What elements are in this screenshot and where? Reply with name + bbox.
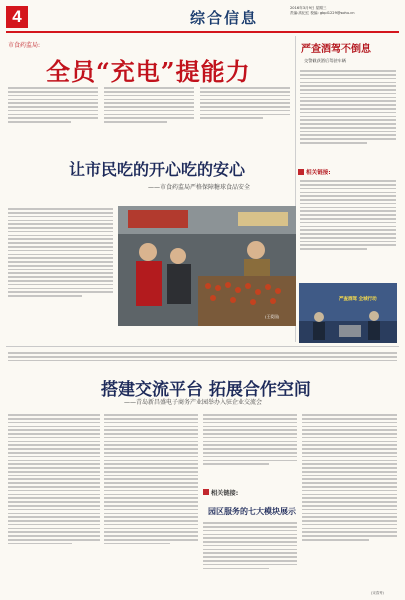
article3-subhead: ——青岛新昌盛电子商务产业园举办入驻企业交流会: [124, 399, 263, 406]
article3-col1: [8, 412, 100, 547]
inset-photo-graphic: [299, 283, 397, 343]
related-square-icon: [298, 169, 304, 175]
article3-box-body: [203, 520, 297, 571]
article3-related-label: 相关链接:: [211, 490, 239, 497]
photo-caption: (王爱国): [265, 314, 280, 319]
section-rule: [6, 346, 399, 347]
right-body: [300, 68, 396, 146]
article1-col2: [104, 85, 194, 125]
article3-col2: [104, 412, 198, 547]
right-subhead: 交警截获酒后驾驶车辆: [304, 58, 346, 63]
inset-title: 严查酒驾 全城行动: [339, 297, 377, 302]
right-related-body: [300, 178, 396, 252]
market-photo: [118, 206, 296, 326]
article3-col4: [302, 412, 397, 543]
article1-kicker: 市食药监局:: [8, 42, 41, 49]
article3-headline: 搭建交流平台 拓展合作空间: [101, 380, 311, 400]
article1-headline: 全员“充电”提能力: [46, 57, 251, 86]
article2-headline: 让市民吃的开心吃的安心: [69, 160, 246, 179]
page-number: 4: [6, 6, 28, 28]
article3-byline: (宋春秀): [371, 591, 384, 595]
article1-col3: [200, 85, 290, 121]
lead-paragraph: [8, 350, 397, 364]
article3-col3: [203, 412, 297, 467]
article2-subhead: ——市食药监局严格保障糖球食品安全: [148, 184, 251, 191]
inset-photo: [299, 283, 397, 343]
date-text: 2016年3月9日 星期三: [290, 6, 327, 10]
right-related-label: 相关链接:: [306, 170, 331, 176]
right-headline: 严查酒驾不倒息: [301, 44, 371, 55]
article2-body: [8, 206, 113, 299]
editor-text: 责编:高纪红 校编: gbpl1229@sohu.cn: [290, 11, 355, 15]
section-title: 综合信息: [190, 9, 259, 27]
header-rule: [6, 31, 399, 33]
article3-box-title: 园区服务的七大模块展示: [208, 507, 296, 516]
market-photo-graphic: [118, 206, 296, 326]
dateline: [290, 6, 354, 16]
article1-col1: [8, 85, 98, 125]
related-square-icon: [203, 489, 209, 495]
